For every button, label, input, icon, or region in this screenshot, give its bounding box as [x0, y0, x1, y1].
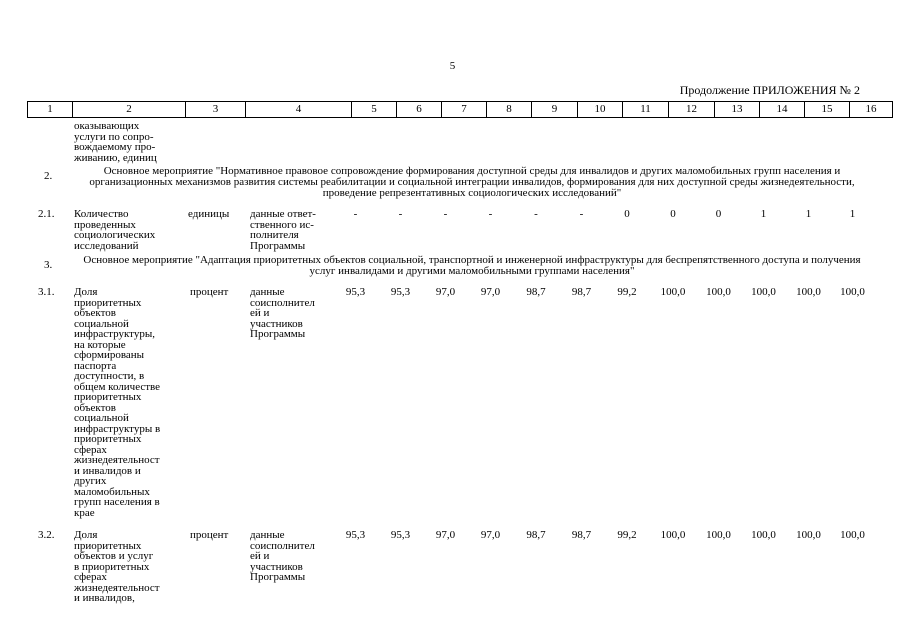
value-cell: 95,3 [345, 286, 366, 298]
section-title: Основное мероприятие "Адаптация приоритетных объектов социальной, транспортной и инженерной инфраструктуры для беспрепятственного доступа и получения услуг инвалидами и другими маломобильными группами населения" [83, 254, 861, 277]
value-cell: 100,0 [751, 529, 776, 541]
section-number: 3. [44, 259, 53, 271]
col-header-1: 1 [28, 102, 73, 118]
value-cell: - [579, 208, 584, 220]
previous-row-fragment: оказывающих услуги по сопро- вождаемому про- живанию, единиц [74, 120, 157, 164]
col-header-11: 11 [623, 102, 669, 118]
row-number: 3.1. [38, 286, 55, 298]
value-cell: 100,0 [796, 529, 821, 541]
col-header-9: 9 [532, 102, 578, 118]
section-number: 2. [44, 170, 53, 182]
value-cell: 100,0 [660, 529, 686, 541]
value-cell: 99,2 [617, 529, 637, 541]
value-cell: - [488, 208, 493, 220]
indicator-name: Доля приоритетных объектов социальной инфраструктуры, на которые сформированы паспорта доступности, в общем количестве приоритетных объектов социальной инфраструктуры в приоритетных сферах жизнедеятельност и инвалидов и других маломобильных групп населения в крае [74, 286, 161, 519]
section-title: Основное мероприятие "Нормативное правовое сопровождение формирования доступной среды для инвалидов и других маломобильных групп населения и организационных механизмов развития системы реабилитации и социальной интеграции инвалидов, формирования для них доступной среды жизнедеятельности, проведение репрезентативных социологических исследований" [89, 165, 855, 199]
col-header-10: 10 [578, 102, 623, 118]
col-header-14: 14 [760, 102, 805, 118]
col-header-13: 13 [715, 102, 760, 118]
value-cell: 100,0 [796, 286, 821, 298]
value-cell: 95,3 [390, 286, 411, 298]
value-cell: 97,0 [435, 529, 456, 541]
value-cell: - [534, 208, 538, 220]
row-number: 3.2. [38, 529, 55, 541]
value-cell: 1 [760, 208, 767, 220]
value-cell: 0 [670, 208, 676, 220]
col-header-16: 16 [850, 102, 893, 118]
col-header-4: 4 [246, 102, 352, 118]
value-cell: 100,0 [840, 286, 865, 298]
value-cell: - [398, 208, 403, 220]
value-cell: - [353, 208, 358, 220]
column-number-header [27, 101, 893, 118]
value-cell: 95,3 [390, 529, 411, 541]
col-header-12: 12 [669, 102, 715, 118]
value-cell: 100,0 [751, 286, 776, 298]
value-cell: 100,0 [706, 286, 731, 298]
value-cell: 98,7 [526, 529, 546, 541]
col-header-15: 15 [805, 102, 850, 118]
value-cell: 98,7 [571, 286, 592, 298]
col-header-6: 6 [397, 102, 442, 118]
data-source: данные соисполнител ей и участников Программы [250, 286, 315, 340]
value-cell: 98,7 [571, 529, 592, 541]
value-cell: 97,0 [480, 286, 501, 298]
row-number: 2.1. [38, 208, 55, 220]
indicator-name: Количество проведенных социологических исследований [74, 208, 156, 252]
value-cell: 97,0 [480, 529, 501, 541]
value-cell: 0 [715, 208, 722, 220]
col-header-8: 8 [487, 102, 532, 118]
value-cell: 1 [849, 208, 856, 220]
unit: процент [190, 286, 229, 298]
col-header-3: 3 [186, 102, 246, 118]
value-cell: 100,0 [840, 529, 865, 541]
value-cell: 97,0 [435, 286, 456, 298]
value-cell: 99,2 [617, 286, 637, 298]
indicator-name: Доля приоритетных объектов и услуг в приоритетных сферах жизнедеятельност и инвалидов, [74, 529, 160, 604]
continuation-label: Продолжение ПРИЛОЖЕНИЯ № 2 [679, 83, 860, 97]
unit: единицы [188, 208, 230, 220]
value-cell: - [443, 208, 448, 220]
value-cell: 98,7 [526, 286, 546, 298]
col-header-7: 7 [442, 102, 487, 118]
col-header-2: 2 [73, 102, 186, 118]
unit: процент [190, 529, 229, 541]
data-source: данные ответ- ственного ис- полнителя Программы [250, 208, 316, 252]
data-source: данные соисполнител ей и участников Программы [250, 529, 315, 583]
value-cell: 100,0 [660, 286, 686, 298]
col-header-5: 5 [352, 102, 397, 118]
value-cell: 0 [624, 208, 630, 220]
page-number: 5 [449, 60, 456, 72]
value-cell: 95,3 [345, 529, 366, 541]
value-cell: 100,0 [706, 529, 731, 541]
value-cell: 1 [805, 208, 812, 220]
